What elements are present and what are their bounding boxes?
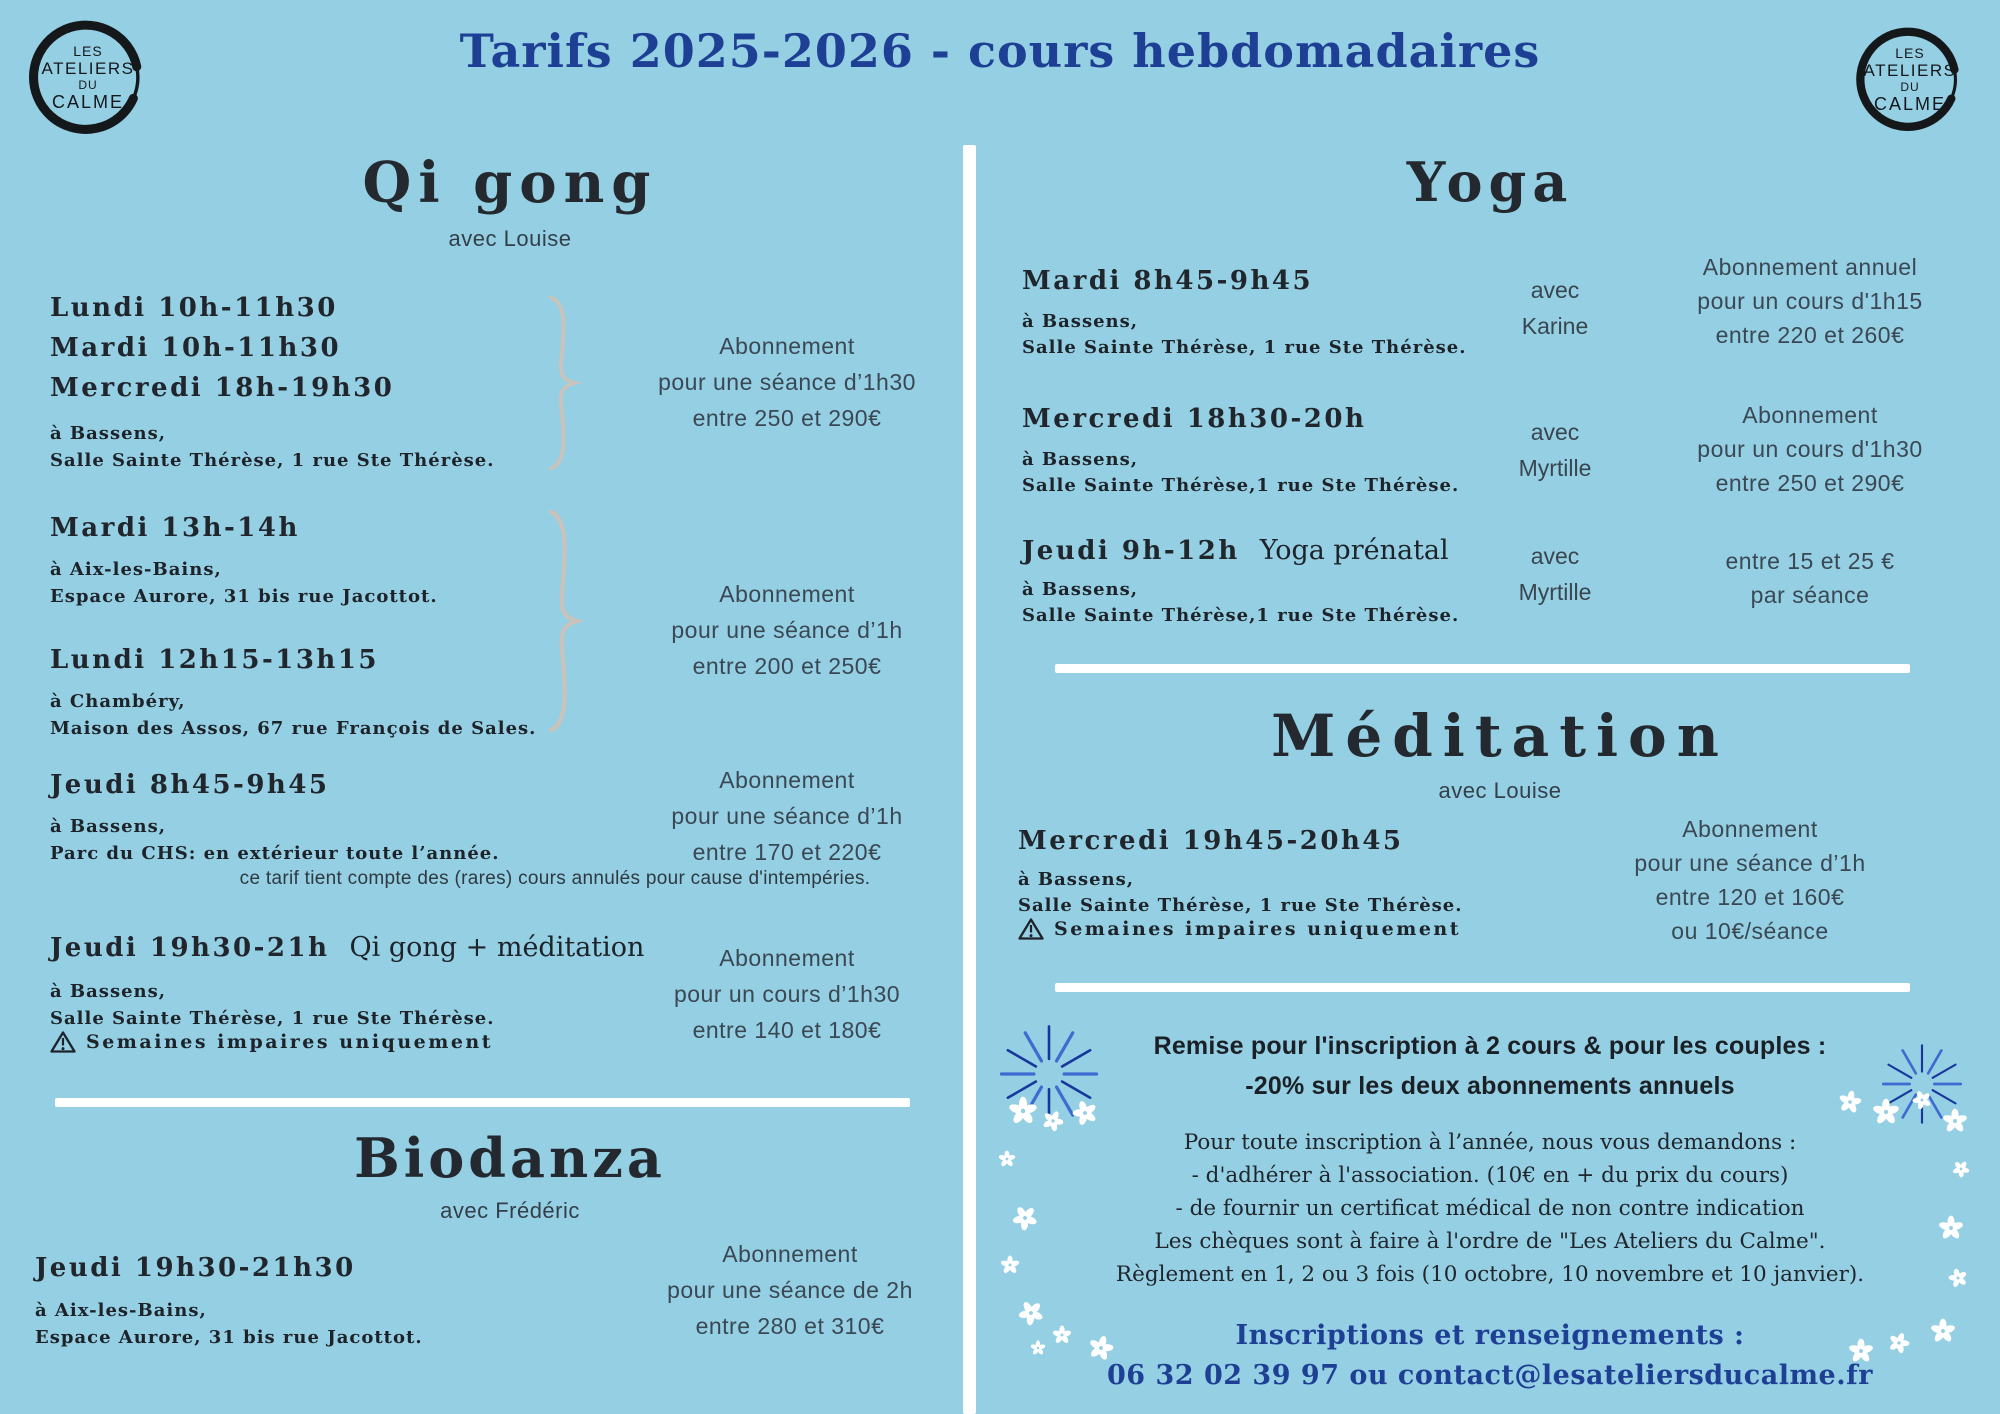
address-line: Salle Sainte Thérèse,1 rue Ste Thérèse. <box>1022 605 1460 626</box>
price-line: Abonnement <box>1742 402 1878 428</box>
yoga-day: Mardi 8h45-9h45 <box>1022 266 1314 296</box>
logo-line: CALME <box>1873 94 1946 115</box>
address-line: Salle Sainte Thérèse, 1 rue Ste Thérèse. <box>1018 895 1463 916</box>
flower-icon <box>1007 1200 1044 1237</box>
condition-line: - d'adhérer à l'association. (10€ en + du prix du cours) <box>1191 1163 1789 1188</box>
biodanza-price <box>615 1236 965 1344</box>
meditation-title: Méditation <box>1271 702 1729 770</box>
address-line: à Chambéry, <box>50 691 186 712</box>
flower-icon <box>1052 1325 1072 1345</box>
address-line: Maison des Assos, 67 rue François de Sales. <box>50 718 537 739</box>
warning-icon <box>1018 917 1044 941</box>
teacher-line: avec <box>1530 277 1580 303</box>
flower-icon <box>1000 1255 1020 1275</box>
address-line: Salle Sainte Thérèse, 1 rue Ste Thérèse. <box>50 1008 495 1029</box>
yoga-price <box>1645 544 1975 612</box>
meditation-day: Mercredi 19h45-20h45 <box>1018 826 1404 856</box>
qigong-day: Lundi 10h-11h30 <box>50 293 338 323</box>
yoga-day: Mercredi 18h30-20h <box>1022 404 1367 434</box>
section-divider <box>1055 983 1910 992</box>
price-line: pour une séance d’1h30 <box>658 369 916 395</box>
yoga-price <box>1645 398 1975 500</box>
yoga-title: Yoga <box>1406 150 1574 214</box>
logo-line: ATELIERS <box>1863 61 1957 81</box>
qigong-day: Jeudi 8h45-9h45 <box>50 770 330 800</box>
vertical-divider <box>963 145 976 1414</box>
qigong-title: Qi gong <box>362 150 658 216</box>
price-line: pour un cours d’1h30 <box>673 981 901 1007</box>
logo-right <box>1848 14 1972 146</box>
flower-icon <box>1949 1157 1974 1182</box>
warning-icon <box>50 1030 76 1054</box>
address-line: Espace Aurore, 31 bis rue Jacottot. <box>50 586 438 607</box>
yoga-teacher <box>1480 414 1630 486</box>
meditation-price <box>1565 812 1935 948</box>
teacher-line: Myrtille <box>1518 579 1592 605</box>
price-line: entre 200 et 250€ <box>692 653 882 679</box>
address-line: à Aix-les-Bains, <box>50 559 222 580</box>
condition-line: Règlement en 1, 2 ou 3 fois (10 octobre, 10 novembre et 10 janvier). <box>1115 1262 1865 1287</box>
contact-line: 06 32 02 39 97 ou contact@lesateliersducalme.fr <box>1107 1360 1873 1391</box>
logo-line: DU <box>1900 79 1920 94</box>
price-line: entre 120 et 160€ <box>1655 884 1845 910</box>
discount-line: Remise pour l'inscription à 2 cours & pour les couples : <box>1153 1032 1827 1060</box>
teacher-line: avec <box>1530 419 1580 445</box>
qigong-day: Mardi 13h-14h <box>50 513 300 543</box>
logo-line: DU <box>78 77 98 92</box>
condition-line: Les chèques sont à faire à l'ordre de "Les Ateliers du Calme". <box>1154 1229 1826 1254</box>
logo-text <box>1848 14 1972 146</box>
price-line: par séance <box>1750 582 1870 608</box>
meditation-teacher: avec Louise <box>1438 778 1562 803</box>
yoga-teacher <box>1480 272 1630 344</box>
qigong-group4-price <box>612 940 962 1048</box>
yoga-price <box>1645 250 1975 352</box>
price-line: pour une séance de 2h <box>667 1277 913 1303</box>
brace-icon <box>545 292 581 474</box>
logo-text <box>20 8 156 148</box>
qigong-teacher: avec Louise <box>448 226 572 251</box>
logo-line: ATELIERS <box>41 59 135 79</box>
course-label: Qi gong + méditation <box>349 932 645 963</box>
price-line: entre 140 et 180€ <box>692 1017 882 1043</box>
qigong-group2-price <box>612 576 962 684</box>
flower-icon <box>1836 1088 1864 1116</box>
flower-icon <box>1938 1215 1964 1241</box>
price-line: pour un cours d'1h30 <box>1697 436 1923 462</box>
biodanza-day: Jeudi 19h30-21h30 <box>35 1253 356 1283</box>
address-line: à Bassens, <box>50 981 167 1002</box>
course-label: Yoga prénatal <box>1259 535 1449 566</box>
yoga-teacher <box>1480 538 1630 610</box>
qigong-group3-price <box>612 762 962 870</box>
price-line: Abonnement <box>719 581 855 607</box>
address-line: Salle Sainte Thérèse, 1 rue Ste Thérèse. <box>50 450 495 471</box>
registration-conditions <box>1060 1126 1920 1291</box>
teacher-line: Myrtille <box>1518 455 1592 481</box>
section-divider <box>1055 664 1910 673</box>
warning-text: Semaines impaires uniquement <box>1054 918 1462 940</box>
teacher-line: avec <box>1530 543 1580 569</box>
price-line: Abonnement <box>722 1241 858 1267</box>
price-line: entre 220 et 260€ <box>1715 322 1905 348</box>
weather-note: ce tarif tient compte des (rares) cours annulés pour cause d'intempéries. <box>239 868 871 889</box>
price-line: Abonnement annuel <box>1702 254 1918 280</box>
price-line: entre 250 et 290€ <box>692 405 882 431</box>
price-line: pour une séance d’1h <box>671 803 903 829</box>
condition-line: Pour toute inscription à l’année, nous vous demandons : <box>1183 1130 1797 1155</box>
yoga-day: Jeudi 9h-12h <box>1022 536 1240 566</box>
address-line: à Bassens, <box>50 816 167 837</box>
address-line: Salle Sainte Thérèse,1 rue Ste Thérèse. <box>1022 475 1460 496</box>
qigong-day: Mardi 10h-11h30 <box>50 333 342 363</box>
biodanza-title: Biodanza <box>354 1126 666 1190</box>
price-line: entre 250 et 290€ <box>1715 470 1905 496</box>
discount-note <box>1080 1026 1900 1106</box>
flower-icon <box>1942 1108 1968 1134</box>
meditation-warning <box>1018 917 1461 941</box>
price-line: Abonnement <box>719 767 855 793</box>
qigong-group4-header <box>50 932 644 963</box>
flower-icon <box>1030 1340 1046 1356</box>
logo-line: LES <box>73 42 103 59</box>
discount-line: -20% sur les deux abonnements annuels <box>1245 1072 1735 1100</box>
condition-line: - de fournir un certificat médical de non contre indication <box>1175 1196 1805 1221</box>
section-divider <box>55 1098 910 1107</box>
price-line: Abonnement <box>1682 816 1818 842</box>
qigong-day: Jeudi 19h30-21h <box>50 933 330 963</box>
price-line: pour un cours d'1h15 <box>1697 288 1923 314</box>
teacher-line: Karine <box>1521 313 1589 339</box>
flower-icon <box>1872 1098 1900 1126</box>
logo-line: CALME <box>51 92 124 113</box>
address-line: Salle Sainte Thérèse, 1 rue Ste Thérèse. <box>1022 337 1467 358</box>
logo-left <box>20 8 156 148</box>
biodanza-teacher: avec Frédéric <box>440 1198 580 1223</box>
address-line: à Bassens, <box>1018 869 1135 890</box>
price-line: Abonnement <box>719 945 855 971</box>
logo-line: LES <box>1895 44 1925 61</box>
price-line: entre 170 et 220€ <box>692 839 882 865</box>
price-line: pour une séance d’1h <box>1634 850 1866 876</box>
price-line: Abonnement <box>719 333 855 359</box>
qigong-group4-warning <box>50 1030 493 1054</box>
flower-icon <box>1946 1266 1970 1290</box>
flower-icon <box>1848 1338 1874 1364</box>
address-line: à Bassens, <box>1022 449 1139 470</box>
yoga-row3-header <box>1022 535 1449 566</box>
contact-title: Inscriptions et renseignements : <box>1235 1320 1745 1351</box>
qigong-day: Lundi 12h15-13h15 <box>50 645 380 675</box>
flower-icon <box>1008 1096 1038 1126</box>
brace-icon <box>545 505 583 737</box>
flower-icon <box>998 1150 1016 1168</box>
price-line: ou 10€/séance <box>1671 918 1829 944</box>
address-line: à Bassens, <box>50 423 167 444</box>
address-line: Espace Aurore, 31 bis rue Jacottot. <box>35 1327 423 1348</box>
qigong-day: Mercredi 18h-19h30 <box>50 373 395 403</box>
price-line: entre 280 et 310€ <box>695 1313 885 1339</box>
address-line: Parc du CHS: en extérieur toute l’année. <box>50 843 500 864</box>
price-line: entre 15 et 25 € <box>1725 548 1895 574</box>
warning-text: Semaines impaires uniquement <box>86 1031 494 1053</box>
qigong-group1-price <box>612 328 962 436</box>
price-line: pour une séance d’1h <box>671 617 903 643</box>
flower-icon <box>1930 1318 1956 1344</box>
address-line: à Bassens, <box>1022 311 1139 332</box>
address-line: à Aix-les-Bains, <box>35 1300 207 1321</box>
page-title: Tarifs 2025-2026 - cours hebdomadaires <box>459 24 1541 78</box>
address-line: à Bassens, <box>1022 579 1139 600</box>
